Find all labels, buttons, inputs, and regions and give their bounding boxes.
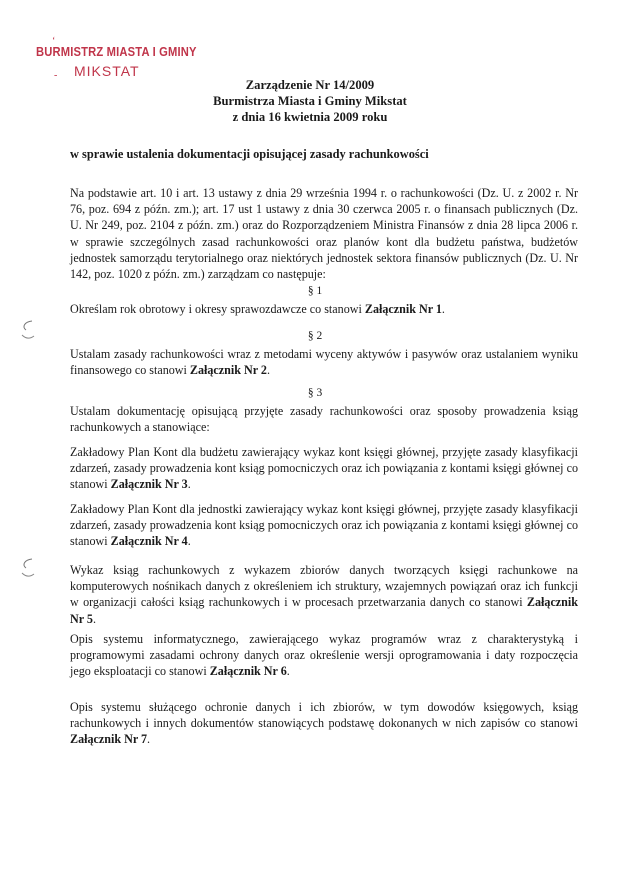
stamp-dash-mark: - <box>54 70 58 81</box>
stamp-tick-mark: ‘ <box>52 36 56 47</box>
annex-item-4-text: Zakładowy Plan Kont dla jednostki zawierający wykaz kont księgi głównej, przyjęte zasady klasyfikacji zdarzeń, zasady prowadzenia kont ksiąg pomocniczych oraz ich powiązania z kontami księgi głównej co stanowi <box>70 502 578 549</box>
annex-item-4 <box>70 501 578 550</box>
section-1-end: . <box>441 302 445 316</box>
annex-item-6 <box>70 631 578 680</box>
annex-item-3 <box>70 444 578 493</box>
section-1-text: Określam rok obrotowy i okresy sprawozdawcze co stanowi <box>70 302 365 316</box>
decree-date: z dnia 16 kwietnia 2009 roku <box>232 110 388 124</box>
decree-subject: w sprawie ustalenia dokumentacji opisującej zasady rachunkowości <box>70 147 429 161</box>
section-1-paragraph <box>70 301 578 317</box>
annex-item-3-end: . <box>187 477 191 492</box>
annex-item-7-end: . <box>147 732 151 747</box>
stamp-line-2: MIKSTAT <box>74 63 140 79</box>
section-3-paragraph: Ustalam dokumentację opisującą przyjęte zasady rachunkowości oraz sposoby prowadzenia ksiąg rachunkowych a stanowiące: <box>70 404 578 435</box>
annex-item-6-end: . <box>286 664 290 679</box>
punch-hole-mark-bottom <box>18 556 36 580</box>
annex-item-5 <box>70 562 578 627</box>
annex-item-6-label: Załącznik Nr 6 <box>209 664 287 679</box>
section-2-annex: Załącznik Nr 2 <box>189 363 267 378</box>
annex-item-5-label: Załącznik Nr 5 <box>70 595 578 626</box>
decree-number: Zarządzenie Nr 14/2009 <box>245 78 375 92</box>
decree-issuer: Burmistrza Miasta i Gminy Mikstat <box>213 94 407 108</box>
section-mark-1: § 1 <box>307 285 323 297</box>
annex-item-4-label: Załącznik Nr 4 <box>110 534 188 549</box>
annex-item-4-end: . <box>187 534 191 549</box>
annex-item-7-label: Załącznik Nr 7 <box>70 732 148 747</box>
annex-item-5-text: Wykaz ksiąg rachunkowych z wykazem zbiorów danych tworzących księgi rachunkowe na komputerowych nośnikach danych z określeniem ich struktury, wzajemnych powiązań oraz ich funkcji w organizacji całości ksiąg rachunkowych i w procesach przetwarzania danych co stanowi <box>70 563 578 610</box>
section-2-paragraph <box>70 346 578 378</box>
annex-item-3-label: Załącznik Nr 3 <box>110 477 188 492</box>
punch-hole-mark-top <box>18 318 36 342</box>
annex-item-3-text: Zakładowy Plan Kont dla budżetu zawierający wykaz kont księgi głównej, przyjęte zasady klasyfikacji zdarzeń, zasady prowadzenia kont ksiąg pomocniczych oraz ich powiązania z kontami księgi głównej co stanowi <box>70 445 578 492</box>
preamble-paragraph: Na podstawie art. 10 i art. 13 ustawy z dnia 29 września 1994 r. o rachunkowości (Dz. U. z 2002 r. Nr 76, poz. 694 z późn. zm.); art. 17 ust 1 ustawy z dnia 30 czerwca 2005 r. o finansach publicznych (Dz. U. Nr 249, poz. 2104 z późn. zm.) oraz do Rozporządzeniem Ministra Finansów z dnia 28 lipca 2006 r. w sprawie szczególnych zasad rachunkowości oraz planów kont dla budżetu państwa, budżetów jednostek samorządu terytorialnego oraz niektórych jednostek sektora finansów publicznych (Dz. U. Nr 142, poz. 1020 z późn. zm.) zarządzam co następuje: <box>70 186 578 282</box>
section-1-annex: Załącznik Nr 1 <box>364 302 442 316</box>
section-mark-3: § 3 <box>307 387 323 399</box>
stamp-line-1: BURMISTRZ MIASTA I GMINY <box>36 44 197 59</box>
annex-item-7-text: Opis systemu służącego ochronie danych i ich zbiorów, w tym dowodów księgowych, ksiąg rachunkowych i innych dokumentów stanowiących podstawę dokonanych w nich zapisów co stanowi <box>70 700 578 731</box>
section-mark-2: § 2 <box>307 330 323 342</box>
annex-item-5-end: . <box>92 611 96 626</box>
annex-item-7 <box>70 699 578 748</box>
section-2-end: . <box>266 363 270 378</box>
section-2-text: Ustalam zasady rachunkowości wraz z metodami wyceny aktywów i pasywów oraz ustalaniem wyniku finansowego co stanowi <box>70 347 578 378</box>
annex-item-6-text: Opis systemu informatycznego, zawierającego wykaz programów wraz z charakterystyką i programowymi zasadami ochrony danych oraz określenie wersji oprogramowania i daty rozpoczęcia jego eksploatacji co stanowi <box>70 632 578 679</box>
